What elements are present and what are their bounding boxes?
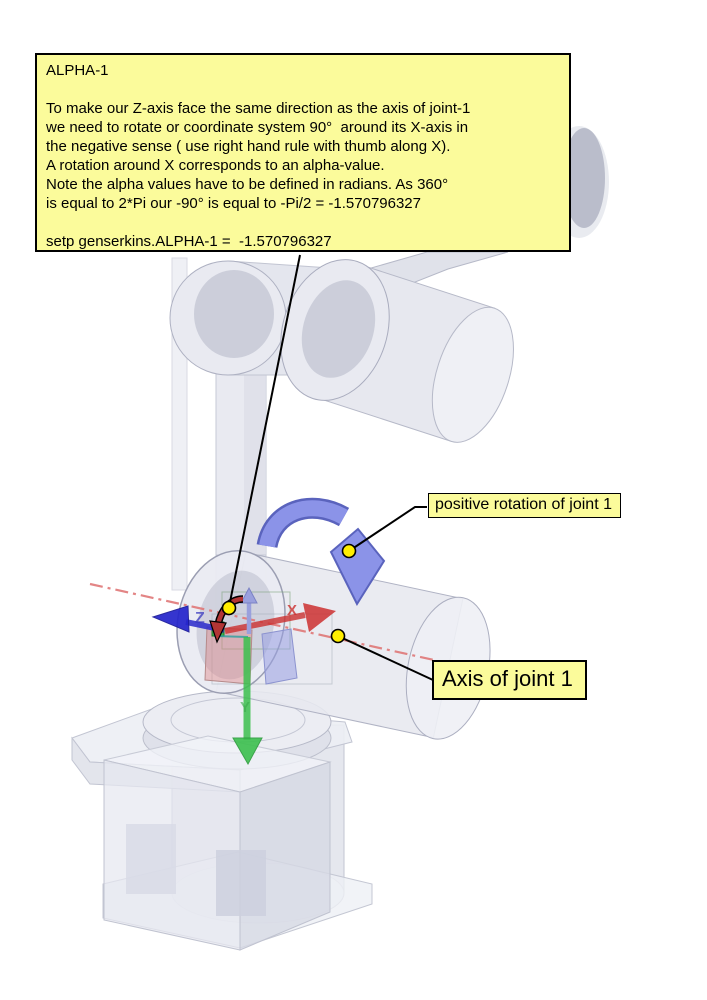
- note-line-5: Note the alpha values have to be defined in radians. As 360°: [46, 176, 449, 193]
- note-spacer: [46, 213, 562, 232]
- leader-line-rotation-callout: [349, 507, 427, 551]
- axis-y-label: Y: [240, 699, 251, 716]
- note-line-4: A rotation around X corresponds to an alpha-value.: [46, 157, 385, 174]
- robot-shoulder-left-inner: [194, 270, 274, 358]
- note-box: [35, 53, 571, 252]
- axis-x-label: X: [287, 602, 298, 619]
- callout-axis-of-joint: Axis of joint 1: [432, 660, 587, 700]
- origin-plane-lavender: [262, 629, 297, 684]
- note-line-6: is equal to 2*Pi our -90° is equal to -Pi/2 = -1.570796327: [46, 195, 421, 212]
- robot-stand-inner-panel-1: [126, 824, 176, 894]
- marker-dot-rotation: [343, 545, 356, 558]
- axis-z-label: Z: [195, 610, 205, 627]
- marker-dot-axis: [332, 630, 345, 643]
- note-line-3: the negative sense ( use right hand rule with thumb along X).: [46, 138, 451, 155]
- note-title: ALPHA-1: [46, 62, 109, 79]
- robot-stand-inner-panel-2: [216, 850, 266, 916]
- note-line-2: we need to rotate or coordinate system 90° around its X-axis in: [46, 119, 469, 136]
- marker-dot-origin: [223, 602, 236, 615]
- note-spacer: [46, 80, 562, 99]
- note-line-1: To make our Z-axis face the same direction as the axis of joint-1: [46, 100, 471, 117]
- note-command: setp genserkins.ALPHA-1 = -1.570796327: [46, 233, 332, 250]
- callout-positive-rotation: positive rotation of joint 1: [428, 493, 621, 518]
- axis-z-arrowhead: [153, 606, 189, 632]
